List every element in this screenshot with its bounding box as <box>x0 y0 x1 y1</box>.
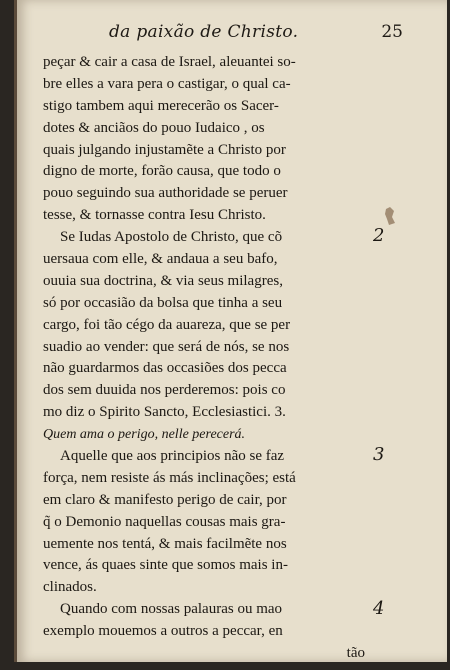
margin-number: 3 <box>373 444 385 466</box>
text-line: dos sem duuida nos perderemos: pois co <box>43 382 286 399</box>
text-line: Quando com nossas palauras ou mao <box>60 601 283 618</box>
text-line: exemplo mouemos a outros a peccar, en <box>43 623 283 640</box>
text-line: q̃ o Demonio naquellas cousas mais gra- <box>43 513 286 530</box>
book-page <box>14 0 447 662</box>
text-line: quais julgando injustamẽte a Christo por <box>43 141 286 158</box>
text-line: suadio ao vender: que será de nós, se nos <box>43 338 290 355</box>
text-line: não guardarmos das occasiões dos pecca <box>43 360 287 377</box>
text-line: dotes & anciãos do pouo Iudaico , os <box>43 119 265 136</box>
text-line: em claro & manifesto perigo de cair, por <box>43 491 287 508</box>
text-line: vence, ás quaes sinte que somos mais in- <box>43 557 288 574</box>
running-title: da paixão de Christo. <box>109 22 299 42</box>
margin-number: 4 <box>373 597 385 619</box>
body-text <box>43 52 365 665</box>
text-line: peçar & cair a casa de Israel, aleuantei so- <box>43 54 296 70</box>
text-line: Aquelle que aos principios não se faz <box>60 448 285 465</box>
text-line: cargo, foi tão cégo da auareza, que se per <box>43 316 291 333</box>
text-line: tão <box>346 645 365 662</box>
text-line: digno de morte, forão causa, que todo o <box>43 163 281 180</box>
text-line: ouuia sua doctrina, & via seus milagres, <box>43 272 283 289</box>
text-line: Se Iudas Apostolo de Christo, que cõ <box>60 229 283 246</box>
page-number: 25 <box>381 22 403 42</box>
text-line: uersaua com elle, & andaua a seu bafo, <box>43 251 278 268</box>
text-line: só por occasião da bolsa que tinha a seu <box>43 294 283 311</box>
text-line: pouo seguindo sua authoridade se peruer <box>43 185 288 202</box>
text-line: tesse, & tornasse contra Iesu Christo. <box>43 207 266 224</box>
text-line: força, nem resiste ás más inclinações; está <box>43 469 296 486</box>
text-line: stigo tambem aqui merecerão os Sacer- <box>43 97 279 114</box>
text-line: clinados. <box>43 579 97 596</box>
text-line: mo diz o Spirito Sancto, Ecclesiastici. 3. <box>43 404 286 421</box>
text-line: bre elles a vara pera o castigar, o qual ca- <box>43 75 291 92</box>
page-header <box>17 22 447 46</box>
text-line: uemente nos tentá, & mais facilmẽte nos <box>43 535 287 552</box>
ink-blot-icon <box>383 205 397 227</box>
margin-number: 2 <box>373 225 385 247</box>
text-line: Quem ama o perigo, nelle perecerá. <box>43 427 246 443</box>
